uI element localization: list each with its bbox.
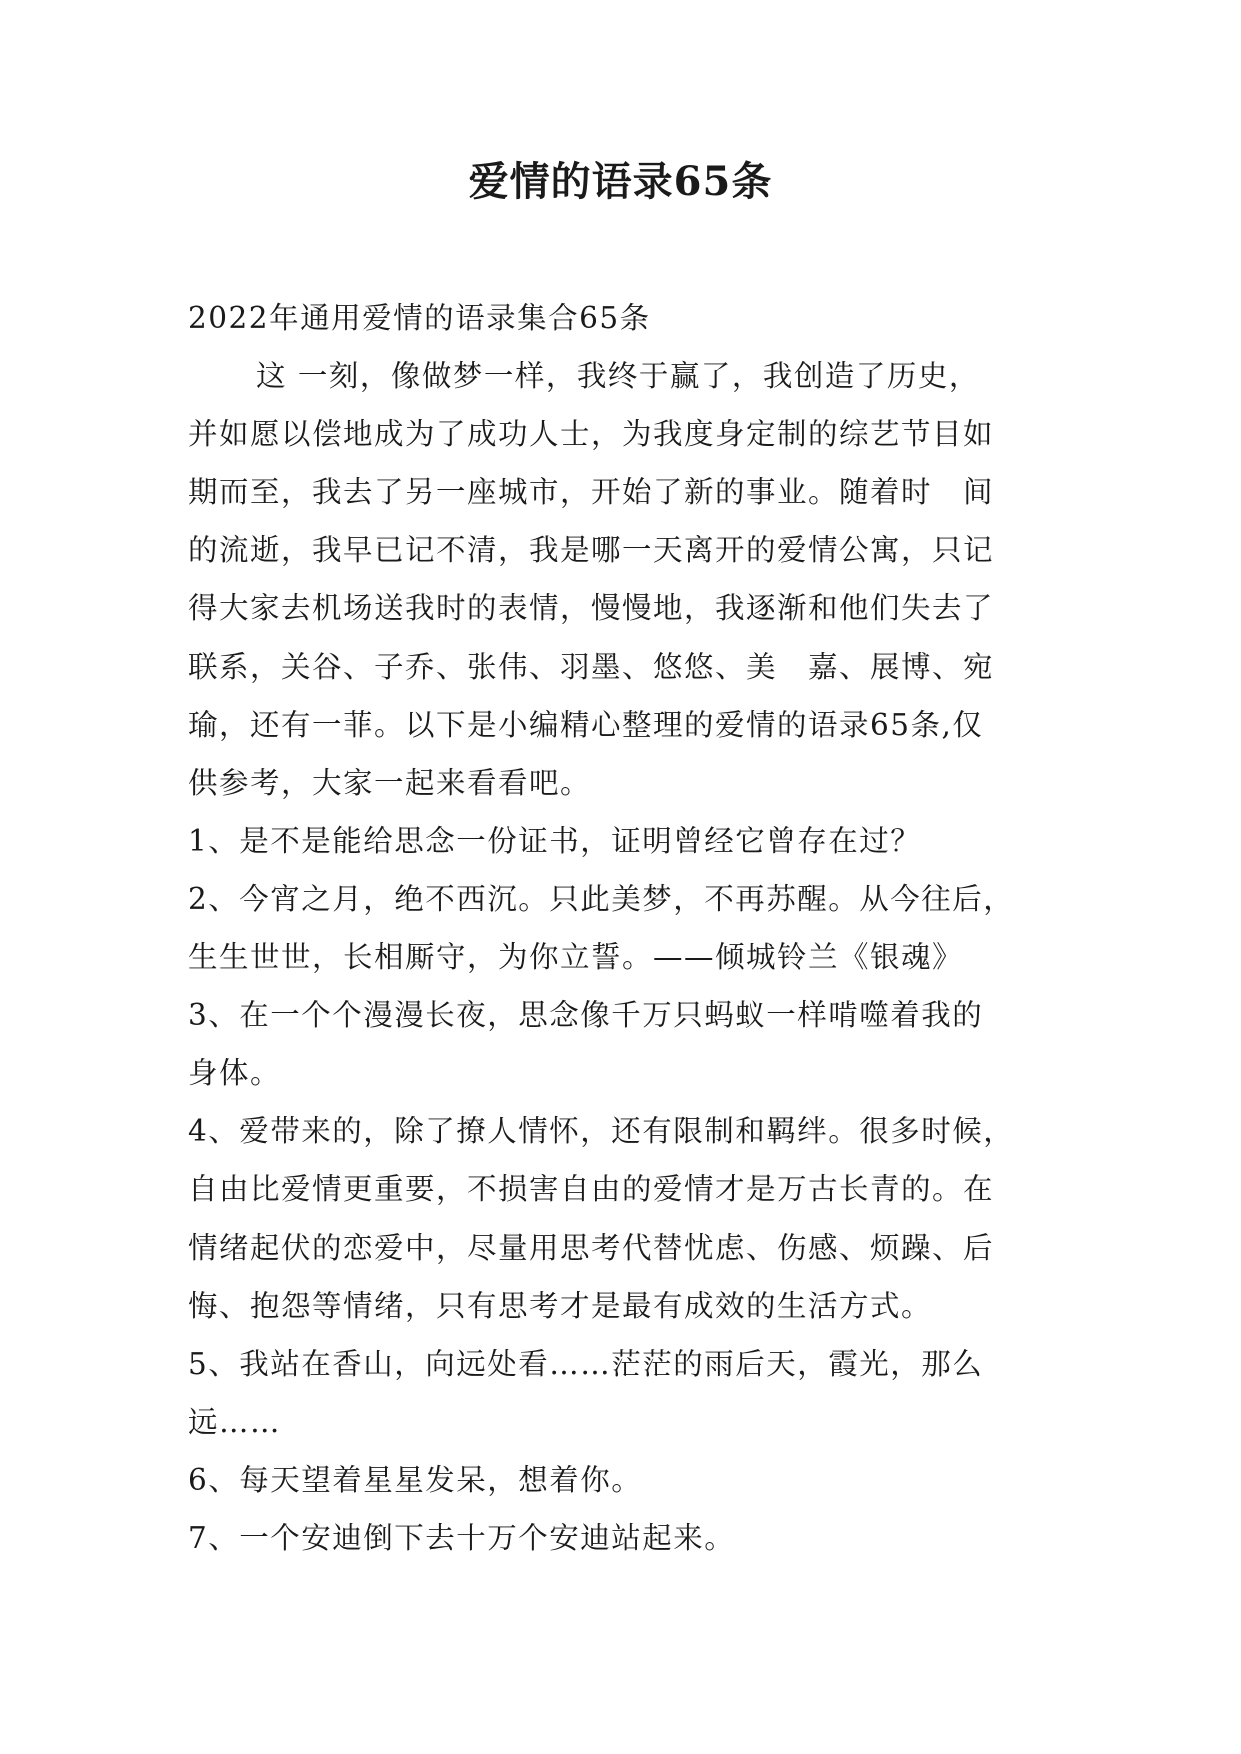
quote-item-line: 身体。 bbox=[188, 1056, 282, 1091]
paragraph-line: 并如愿以偿地成为了成功人士，为我度身定制的综艺节目如 bbox=[188, 417, 995, 452]
quote-item-line: 远…… bbox=[188, 1404, 282, 1439]
quote-item-line: 2、今宵之月，绝不西沉。只此美梦，不再苏醒。从今往后， bbox=[188, 881, 1015, 916]
quote-item-line: 自由比爱情更重要，不损害自由的爱情才是万古长青的。在 bbox=[188, 1172, 995, 1207]
quote-item-line: 6、每天望着星星发呆，想着你。 bbox=[188, 1462, 643, 1497]
paragraph-line: 联系，关谷、子乔、张伟、羽墨、悠悠、美 嘉、展博、宛 bbox=[188, 649, 995, 684]
paragraph-line: 这 一刻，像做梦一样，我终于赢了，我创造了历史， bbox=[256, 359, 980, 394]
quote-item-line: 1、是不是能给思念一份证书，证明曾经它曾存在过？ bbox=[188, 823, 922, 858]
quote-item-line: 生生世世，长相厮守，为你立誓。——倾城铃兰《银魂》 bbox=[188, 940, 964, 975]
subtitle-line: 2022年通用爱情的语录集合65条 bbox=[188, 301, 651, 335]
quote-item-line: 情绪起伏的恋爱中，尽量用思考代替忧虑、伤感、烦躁、后 bbox=[188, 1230, 995, 1265]
paragraph-line: 供参考，大家一起来看看吧。 bbox=[188, 765, 592, 800]
quote-item-line: 4、爱带来的，除了撩人情怀，还有限制和羁绊。很多时候， bbox=[188, 1114, 1015, 1149]
paragraph-line: 的流逝，我早已记不清，我是哪一天离开的爱情公寓，只记 bbox=[188, 533, 995, 568]
quote-item-line: 7、一个安迪倒下去十万个安迪站起来。 bbox=[188, 1520, 736, 1555]
quote-item-line: 5、我站在香山，向远处看……茫茫的雨后天，霞光，那么 bbox=[188, 1346, 984, 1381]
quote-item-line: 悔、抱怨等情绪，只有思考才是最有成效的生活方式。 bbox=[188, 1288, 933, 1323]
paragraph-line: 瑜，还有一菲。以下是小编精心整理的爱情的语录65条,仅 bbox=[188, 707, 984, 742]
document-title: 爱情的语录65条 bbox=[468, 158, 773, 205]
paragraph-line: 期而至，我去了另一座城市，开始了新的事业。随着时 间 bbox=[188, 475, 995, 510]
document-body bbox=[188, 289, 1068, 1567]
quote-item-line: 3、在一个个漫漫长夜，思念像千万只蚂蚁一样啃噬着我的 bbox=[188, 998, 984, 1033]
paragraph-line: 得大家去机场送我时的表情，慢慢地，我逐渐和他们失去了 bbox=[188, 591, 995, 626]
